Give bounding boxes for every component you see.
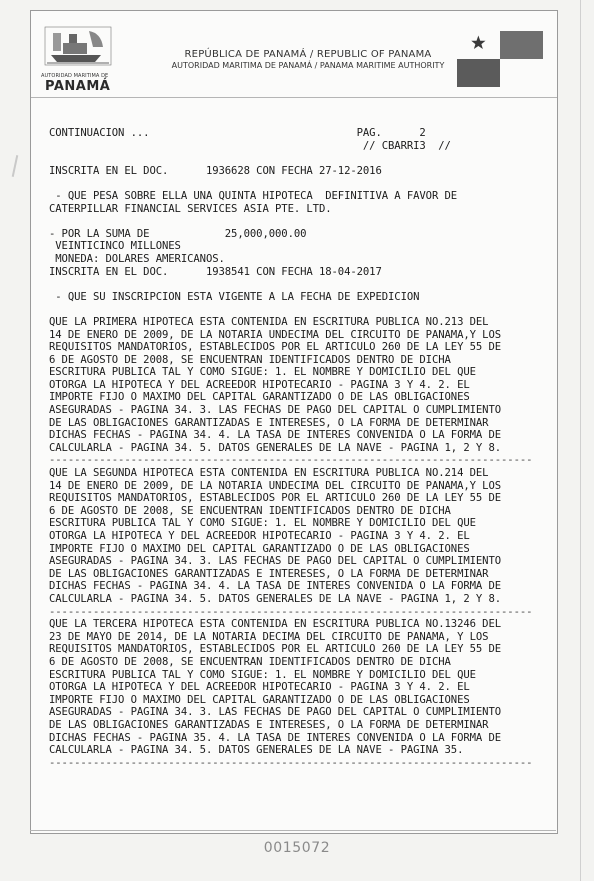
document-line: 14 DE ENERO DE 2009, DE LA NOTARIA UNDECIMA DEL CIRCUITO DE PANAMA,Y LOS — [49, 328, 502, 341]
blank-line — [49, 303, 549, 316]
document-line: CALCULARLA - PAGINA 34. 5. DATOS GENERALES DE LA NAVE - PAGINA 35. — [49, 744, 464, 757]
document-line: REQUISITOS MANDATORIOS, ESTABLECIDOS POR EL ARTICULO 260 DE LA LEY 55 DE — [49, 341, 502, 354]
document-line: DICHAS FECHAS - PAGINA 34. 4. LA TASA DE INTERES CONVENIDA O LA FORMA DE — [49, 429, 502, 442]
document-header — [31, 11, 557, 98]
document-line: ASEGURADAS - PAGINA 34. 3. LAS FECHAS DE PAGO DEL CAPITAL O CUMPLIMIENTO — [49, 555, 502, 568]
document-line: MONEDA: DOLARES AMERICANOS. — [49, 252, 225, 265]
document-line: IMPORTE FIJO O MAXIMO DEL CAPITAL GARANTIZADO O DE LAS OBLIGACIONES — [49, 391, 470, 404]
document-line: ASEGURADAS - PAGINA 34. 3. LAS FECHAS DE PAGO DEL CAPITAL O CUMPLIMIENTO — [49, 404, 502, 417]
blank-line — [49, 215, 549, 228]
document-page — [30, 10, 558, 834]
document-line: CATERPILLAR FINANCIAL SERVICES ASIA PTE. LTD. — [49, 202, 332, 215]
document-line: DE LAS OBLIGACIONES GARANTIZADAS E INTERESES, O LA FORMA DE DETERMINAR — [49, 567, 489, 580]
header-title — [143, 49, 473, 70]
document-line: DICHAS FECHAS - PAGINA 34. 4. LA TASA DE INTERES CONVENIDA O LA FORMA DE — [49, 580, 502, 593]
document-line: - POR LA SUMA DE 25,000,000.00 — [49, 227, 307, 240]
document-line: IMPORTE FIJO O MAXIMO DEL CAPITAL GARANTIZADO O DE LAS OBLIGACIONES — [49, 542, 470, 555]
document-line: CALCULARLA - PAGINA 34. 5. DATOS GENERALES DE LA NAVE - PAGINA 1, 2 Y 8. — [49, 592, 502, 605]
separator-rule: ----------------------------------------------------------------------------- — [49, 454, 533, 467]
document-line: DICHAS FECHAS - PAGINA 35. 4. LA TASA DE INTERES CONVENIDA O LA FORMA DE — [49, 731, 502, 744]
document-line: 23 DE MAYO DE 2014, DE LA NOTARIA DECIMA DEL CIRCUITO DE PANAMA, Y LOS — [49, 630, 489, 643]
logo-country: PANAMÁ — [45, 79, 111, 94]
blank-line — [49, 278, 549, 291]
document-line: REQUISITOS MANDATORIOS, ESTABLECIDOS POR EL ARTICULO 260 DE LA LEY 55 DE — [49, 643, 502, 656]
document-line: OTORGA LA HIPOTECA Y DEL ACREEDOR HIPOTECARIO - PAGINA 3 Y 4. 2. EL — [49, 681, 470, 694]
logo-caption: AUTORIDAD MARITIMA DE — [41, 73, 109, 79]
document-line: 6 DE AGOSTO DE 2008, SE ENCUENTRAN IDENTIFICADOS DENTRO DE DICHA — [49, 353, 451, 366]
separator-rule: ----------------------------------------------------------------------------- — [49, 605, 533, 618]
document-line: REQUISITOS MANDATORIOS, ESTABLECIDOS POR EL ARTICULO 260 DE LA LEY 55 DE — [49, 492, 502, 505]
document-line: 14 DE ENERO DE 2009, DE LA NOTARIA UNDECIMA DEL CIRCUITO DE PANAMA,Y LOS — [49, 479, 502, 492]
document-line: CONTINUACION ... PAG. 2 — [49, 127, 426, 139]
document-line: - QUE SU INSCRIPCION ESTA VIGENTE A LA FECHA DE EXPEDICION — [49, 290, 420, 303]
header-title-line1: REPÚBLICA DE PANAMÁ / REPUBLIC OF PANAMA — [184, 49, 432, 60]
document-line: 6 DE AGOSTO DE 2008, SE ENCUENTRAN IDENTIFICADOS DENTRO DE DICHA — [49, 655, 451, 668]
document-line: OTORGA LA HIPOTECA Y DEL ACREEDOR HIPOTECARIO - PAGINA 3 Y 4. 2. EL — [49, 530, 470, 542]
authority-logo — [43, 25, 113, 67]
document-line: IMPORTE FIJO O MAXIMO DEL CAPITAL GARANTIZADO O DE LAS OBLIGACIONES — [49, 693, 470, 706]
document-line: 6 DE AGOSTO DE 2008, SE ENCUENTRAN IDENTIFICADOS DENTRO DE DICHA — [49, 504, 451, 517]
blank-line — [49, 177, 549, 190]
ship-crest-icon — [43, 25, 113, 67]
panama-flag-icon — [457, 31, 543, 87]
document-body — [49, 127, 549, 769]
document-number: 0015072 — [263, 840, 331, 856]
document-line: DE LAS OBLIGACIONES GARANTIZADAS E INTERESES, O LA FORMA DE DETERMINAR — [49, 718, 489, 731]
document-line: OTORGA LA HIPOTECA Y DEL ACREEDOR HIPOTECARIO - PAGINA 3 Y 4. 2. EL — [49, 378, 470, 391]
blank-line — [49, 152, 549, 165]
document-line: QUE LA PRIMERA HIPOTECA ESTA CONTENIDA EN ESCRITURA PUBLICA NO.213 DEL — [49, 315, 489, 328]
document-line: // CBARRI3 // — [49, 139, 451, 152]
document-line: ESCRITURA PUBLICA TAL Y COMO SIGUE: 1. EL NOMBRE Y DOMICILIO DEL QUE — [49, 366, 476, 379]
document-line: ESCRITURA PUBLICA TAL Y COMO SIGUE: 1. EL NOMBRE Y DOMICILIO DEL QUE — [49, 668, 476, 681]
margin-mark — [12, 155, 19, 177]
footer-divider — [30, 830, 556, 831]
document-line: ASEGURADAS - PAGINA 34. 3. LAS FECHAS DE PAGO DEL CAPITAL O CUMPLIMIENTO — [49, 706, 502, 719]
document-line: ESCRITURA PUBLICA TAL Y COMO SIGUE: 1. EL NOMBRE Y DOMICILIO DEL QUE — [49, 517, 476, 530]
document-line: INSCRITA EN EL DOC. 1938541 CON FECHA 18-04-2017 — [49, 265, 382, 278]
document-line: CALCULARLA - PAGINA 34. 5. DATOS GENERALES DE LA NAVE - PAGINA 1, 2 Y 8. — [49, 441, 502, 454]
separator-rule: ----------------------------------------------------------------------------- — [49, 756, 533, 769]
document-line: QUE LA TERCERA HIPOTECA ESTA CONTENIDA EN ESCRITURA PUBLICA NO.13246 DEL — [49, 618, 502, 631]
document-line: QUE LA SEGUNDA HIPOTECA ESTA CONTENIDA EN ESCRITURA PUBLICA NO.214 DEL — [49, 467, 489, 480]
scan-edge — [580, 0, 581, 881]
document-line: DE LAS OBLIGACIONES GARANTIZADAS E INTERESES, O LA FORMA DE DETERMINAR — [49, 416, 489, 429]
header-title-line2: AUTORIDAD MARITIMA DE PANAMÁ / PANAMA MARITIME AUTHORITY — [171, 61, 445, 70]
document-line: - QUE PESA SOBRE ELLA UNA QUINTA HIPOTECA DEFINITIVA A FAVOR DE — [49, 189, 458, 202]
document-line: VEINTICINCO MILLONES — [49, 240, 181, 253]
document-line: INSCRITA EN EL DOC. 1936628 CON FECHA 27-12-2016 — [49, 164, 382, 177]
